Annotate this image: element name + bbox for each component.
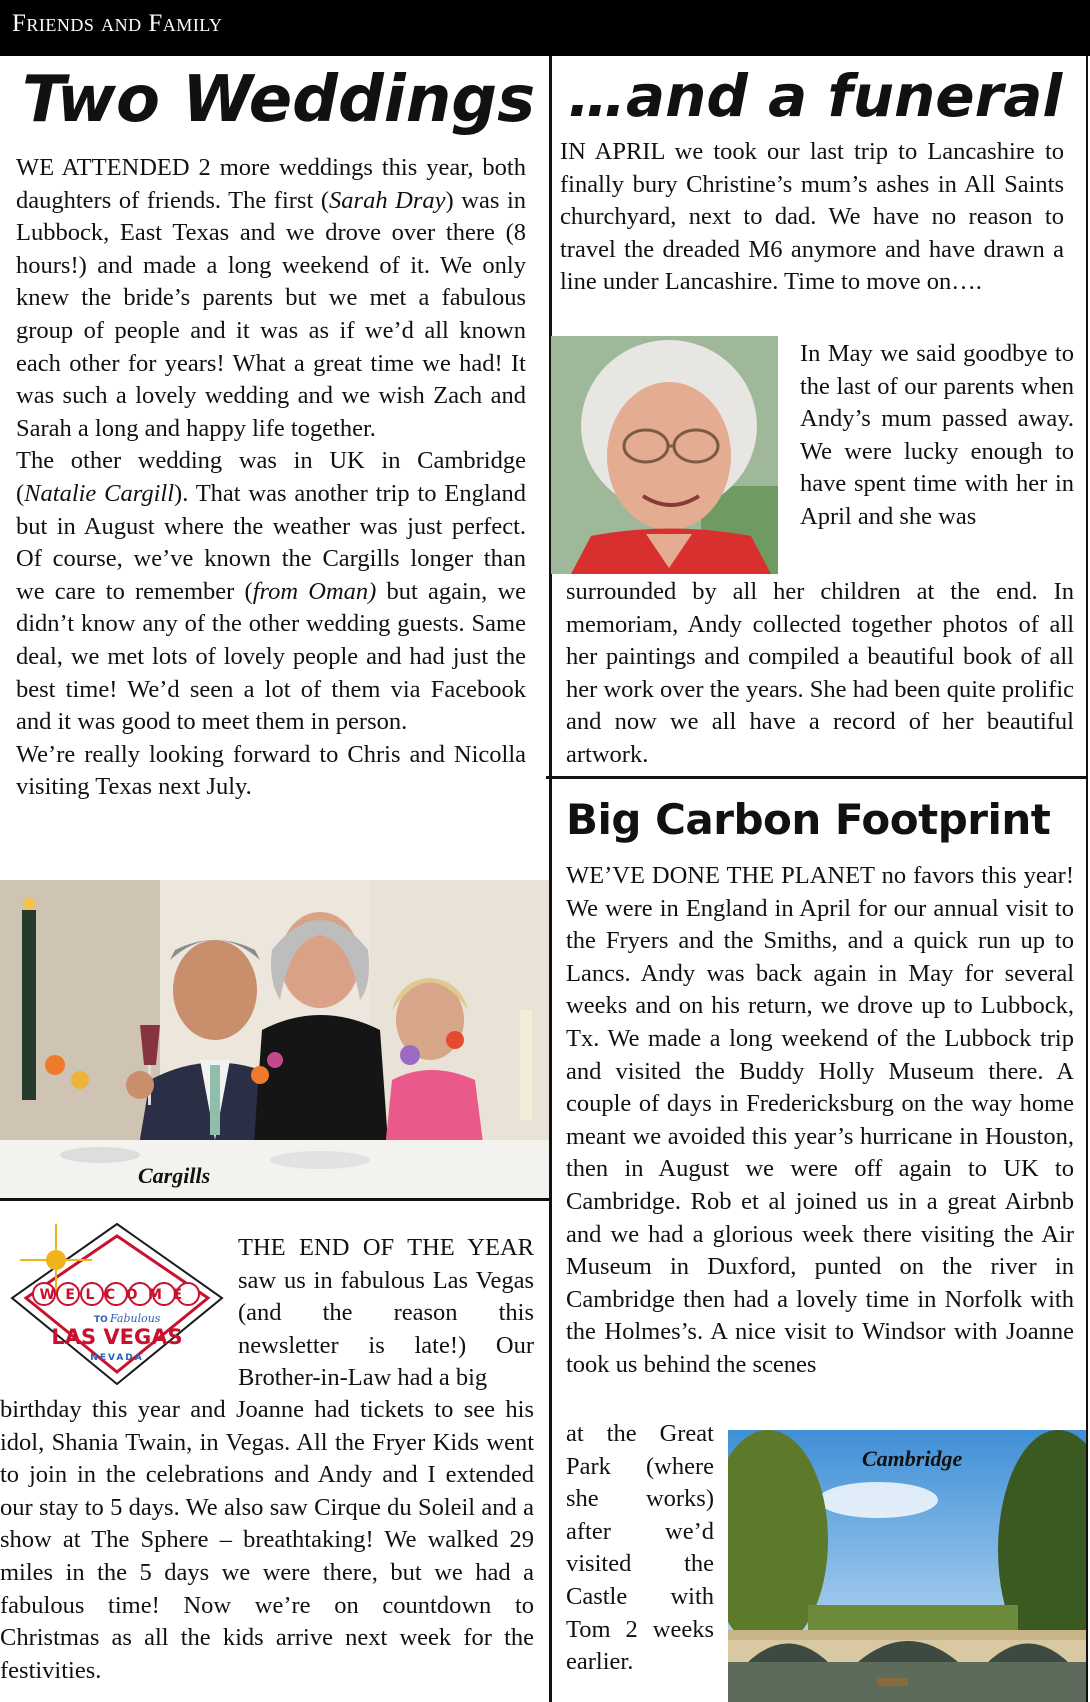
weddings-title: Two Weddings	[22, 63, 536, 137]
weddings-paragraph-1: WE ATTENDED 2 more weddings this year, both daughters of friends. The first (Sarah Dray) was in Lubbock, East Texas and we drove over there (8 hours!) and made a long weekend of it. We only knew the bride’s parents but we met a fabulous group of people and it was as if we’d all known each other for years! What a great time we had! It was such a lovely wedding and we wish Zach and Sarah a long and happy life together.	[16, 154, 527, 442]
weddings-paragraph-3: We’re really looking forward to Chris and Nicolla visiting Texas next July.	[16, 740, 526, 801]
section-divider-left	[0, 1198, 549, 1201]
weddings-body	[16, 152, 526, 804]
funeral-title: …and a funeral	[568, 62, 1063, 130]
carbon-side-text: at the Great Park (where she works) after we’d visited the Castle with Tom 2 weeks earlier.	[566, 1420, 714, 1676]
weddings-paragraph-2: The other wedding was in UK in Cambridge (Natalie Cargill). That was another trip to England but in August where the weather was just perfect. Of course, we’ve known the Cargills longer than we care to remember (from Oman) but again, we didn’t know any of the other wedding guests. Same deal, we met lots of lovely people and had just the best time! We’d seen a lot of them via Facebook and it was good to meet them in person.	[16, 447, 527, 736]
funeral-side-text: In May we said goodbye to the last of our parents when Andy’s mum passed away. We were lucky enough to have spent time with her in April and she was	[800, 340, 1074, 530]
column-divider	[549, 56, 552, 1702]
funeral-paragraph-2: surrounded by all her children at the end. In memoriam, Andy collected together photos of all her paintings and compiled a beautiful book of all her work over the years. She had been quite prolific and now we all have a record of her beautiful artwork.	[566, 578, 1074, 768]
page-border-right	[1086, 56, 1088, 1702]
carbon-body: WE’VE DONE THE PLANET no favors this year! We were in England in April for our annual visit to the Fryers and the Smiths, and a quick run up to Lancs. Andy was back again in May for several weeks and on his return, we drove up to Lubbock, Tx. We made a long weekend of the Lubbock trip and visited the Buddy Holly Museum there. A couple of days in Fredericksburg on the way home meant we avoided this year’s hurricane in Houston, then in August we were off again to UK to Cambridge. Rob et al joined us in a great Airbnb and we had a glorious week there visiting the Air Museum in Duxford, punted on the river in Cambridge then had a lovely time in Norfolk with the Holmes’s. A nice visit to Windsor with Joanne took us behind the scenes	[566, 862, 1074, 1378]
sign-welcome: WELCOME	[39, 1287, 193, 1303]
cambridge-caption: Cambridge	[862, 1446, 963, 1471]
vegas-body: birthday this year and Joanne had tickets to see his idol, Shania Twain, in Vegas. All the Fryer Kids went to join in the celebrations and Andy and I extended our stay to 5 days. We also saw Cirque du Soleil and a show at The Sphere – breathtaking! We walked 29 miles in the 5 days we were there, but we had a fabulous time! Now we’re on countdown to Christmas as all the kids arrive next week for the festivities.	[0, 1396, 534, 1684]
section-header	[0, 0, 1090, 56]
section-divider-right	[546, 776, 1086, 779]
sign-state: NEVADA	[90, 1353, 144, 1363]
sign-fabulous: Fabulous	[110, 1312, 161, 1325]
sign-city: LAS VEGAS	[51, 1325, 183, 1349]
carbon-title: Big Carbon Footprint	[566, 795, 1051, 844]
funeral-paragraph-1: IN APRIL we took our last trip to Lancashire to finally bury Christine’s mum’s ashes in All Saints churchyard, next to dad. We have no reason to travel the dreaded M6 anymore and have drawn a line under Lancashire. Time to move on….	[560, 138, 1064, 296]
cargills-caption: Cargills	[138, 1163, 211, 1188]
cargills-photo	[0, 880, 549, 1198]
section-title: Friends and Family	[12, 10, 223, 37]
sign-to: TO	[94, 1315, 108, 1325]
las-vegas-sign	[6, 1222, 228, 1386]
vegas-side-text: THE END OF THE YEAR saw us in fabulous Las Vegas (and the reason this newsletter is late!) Our Brother-in-Law had a big	[238, 1234, 534, 1392]
andys-mum-photo	[551, 336, 778, 574]
